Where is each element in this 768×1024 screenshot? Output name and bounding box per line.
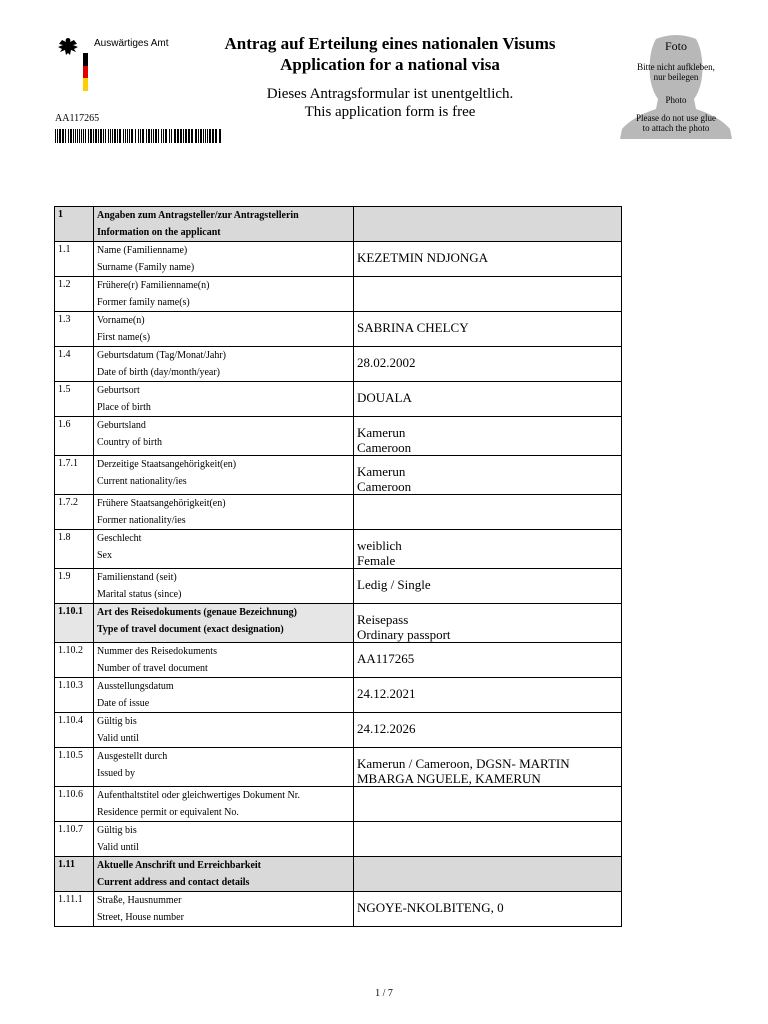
field-value-line-1: SABRINA CHELCY bbox=[357, 320, 469, 335]
field-label-german: Frühere Staatsangehörigkeit(en) bbox=[97, 498, 226, 509]
form-row bbox=[55, 748, 622, 787]
applicant-info-table bbox=[54, 206, 622, 927]
photo-note-german-2: nur beilegen bbox=[653, 72, 699, 82]
field-label-english: Surname (Family name) bbox=[97, 262, 195, 273]
field-label bbox=[94, 417, 354, 456]
field-label-german: Gültig bis bbox=[97, 825, 137, 836]
field-label-english: Number of travel document bbox=[97, 663, 208, 674]
field-value bbox=[354, 604, 622, 643]
field-value bbox=[354, 495, 622, 530]
photo-note-english-1: Please do not use glue bbox=[636, 113, 716, 123]
authority-logo bbox=[56, 36, 196, 96]
field-label-english: Place of birth bbox=[97, 402, 151, 413]
photo-label-german: Foto bbox=[664, 39, 687, 53]
field-value bbox=[354, 892, 622, 927]
field-value-line-1: 28.02.2002 bbox=[357, 355, 416, 370]
field-number: 1.5 bbox=[55, 382, 94, 417]
field-label-english: Sex bbox=[97, 550, 112, 561]
field-value-line-1: Reisepass bbox=[357, 612, 409, 627]
field-label-english: Residence permit or equivalent No. bbox=[97, 807, 239, 818]
field-value bbox=[354, 822, 622, 857]
field-label bbox=[94, 312, 354, 347]
field-label-english: Street, House number bbox=[97, 912, 184, 923]
field-label-english: Date of issue bbox=[97, 698, 150, 709]
field-number: 1.10.4 bbox=[55, 713, 94, 748]
form-row bbox=[55, 495, 622, 530]
photo-note-english-2: to attach the photo bbox=[642, 123, 710, 133]
field-value-line-2: Female bbox=[357, 553, 396, 568]
field-value bbox=[354, 678, 622, 713]
form-row bbox=[55, 456, 622, 495]
form-row bbox=[55, 242, 622, 277]
form-row bbox=[55, 643, 622, 678]
field-label-german: Name (Familienname) bbox=[97, 245, 188, 256]
field-label bbox=[94, 748, 354, 787]
field-label-english: Date of birth (day/month/year) bbox=[97, 367, 221, 378]
field-label-german: Nummer des Reisedokuments bbox=[97, 646, 217, 657]
field-label-english: Valid until bbox=[97, 733, 139, 744]
field-label-english: Issued by bbox=[97, 768, 136, 779]
field-value-line-1: Kamerun / Cameroon, DGSN- MARTIN bbox=[357, 756, 570, 771]
field-label bbox=[94, 822, 354, 857]
form-row bbox=[55, 604, 622, 643]
federal-eagle-icon bbox=[56, 36, 80, 58]
field-label-english: Information on the applicant bbox=[97, 227, 221, 238]
document-number: AA117265 bbox=[55, 113, 100, 124]
field-value bbox=[354, 312, 622, 347]
field-label-german: Art des Reisedokuments (genaue Bezeichnung) bbox=[97, 607, 297, 618]
form-title bbox=[190, 33, 590, 121]
field-label-german: Aktuelle Anschrift und Erreichbarkeit bbox=[97, 860, 261, 871]
authority-name: Auswärtiges Amt bbox=[94, 38, 169, 49]
field-label-english: Former nationality/ies bbox=[97, 515, 186, 526]
field-label bbox=[94, 569, 354, 604]
field-value-line-1: 24.12.2026 bbox=[357, 721, 416, 736]
field-label-english: Former family name(s) bbox=[97, 297, 190, 308]
field-label-german: Frühere(r) Familienname(n) bbox=[97, 280, 210, 291]
field-label-german: Angaben zum Antragsteller/zur Antragstellerin bbox=[97, 210, 299, 221]
photo-placeholder bbox=[620, 33, 732, 139]
form-row bbox=[55, 277, 622, 312]
barcode-icon bbox=[55, 129, 223, 143]
field-number: 1.9 bbox=[55, 569, 94, 604]
field-value-line-2: MBARGA NGUELE, KAMERUN bbox=[357, 771, 541, 786]
field-label bbox=[94, 713, 354, 748]
field-number: 1.3 bbox=[55, 312, 94, 347]
field-value-line-2: Cameroon bbox=[357, 440, 412, 455]
field-number: 1.2 bbox=[55, 277, 94, 312]
field-value bbox=[354, 713, 622, 748]
field-label-german: Geschlecht bbox=[97, 533, 142, 544]
field-number: 1.10.3 bbox=[55, 678, 94, 713]
field-label-german: Geburtsland bbox=[97, 420, 146, 431]
page-number: 1 / 7 bbox=[375, 988, 393, 999]
free-notice-german: Dieses Antragsformular ist unentgeltlich. bbox=[266, 86, 514, 102]
field-label bbox=[94, 382, 354, 417]
form-row bbox=[55, 678, 622, 713]
field-value-line-1: 24.12.2021 bbox=[357, 686, 416, 701]
field-label-german: Geburtsort bbox=[97, 385, 140, 396]
field-label-german: Ausstellungsdatum bbox=[97, 681, 174, 692]
section-header-row bbox=[55, 207, 622, 242]
field-label bbox=[94, 604, 354, 643]
field-value-line-2: Cameroon bbox=[357, 479, 412, 494]
field-value bbox=[354, 748, 622, 787]
field-value-line-1: Ledig / Single bbox=[357, 577, 431, 592]
free-notice-english: This application form is free bbox=[304, 104, 476, 120]
field-label-german: Gültig bis bbox=[97, 716, 137, 727]
title-english: Application for a national visa bbox=[280, 55, 500, 74]
field-label-english: Type of travel document (exact designation) bbox=[97, 624, 284, 635]
field-value bbox=[354, 382, 622, 417]
field-value bbox=[354, 417, 622, 456]
form-row bbox=[55, 530, 622, 569]
field-number: 1.4 bbox=[55, 347, 94, 382]
field-number: 1.7.1 bbox=[55, 456, 94, 495]
field-value-line-1: weiblich bbox=[357, 538, 402, 553]
field-value-line-1: KEZETMIN NDJONGA bbox=[357, 250, 489, 265]
field-value-line-1: Kamerun bbox=[357, 425, 406, 440]
field-label bbox=[94, 678, 354, 713]
field-value bbox=[354, 569, 622, 604]
field-label bbox=[94, 277, 354, 312]
field-value bbox=[354, 347, 622, 382]
field-label bbox=[94, 207, 354, 242]
field-value bbox=[354, 242, 622, 277]
field-value-line-2: Ordinary passport bbox=[357, 627, 451, 642]
field-label-german: Derzeitige Staatsangehörigkeit(en) bbox=[97, 459, 237, 470]
field-label bbox=[94, 347, 354, 382]
field-value-line-1: Kamerun bbox=[357, 464, 406, 479]
form-row bbox=[55, 787, 622, 822]
field-label-english: Current nationality/ies bbox=[97, 476, 187, 487]
field-label-german: Aufenthaltstitel oder gleichwertiges Dokument Nr. bbox=[97, 790, 301, 801]
form-row bbox=[55, 713, 622, 748]
title-german: Antrag auf Erteilung eines nationalen Visums bbox=[224, 34, 556, 53]
field-label bbox=[94, 643, 354, 678]
field-number: 1.10.6 bbox=[55, 787, 94, 822]
photo-note-german-1: Bitte nicht aufkleben, bbox=[637, 62, 715, 72]
field-label bbox=[94, 857, 354, 892]
field-value bbox=[354, 277, 622, 312]
field-label-english: First name(s) bbox=[97, 332, 151, 343]
form-row bbox=[55, 312, 622, 347]
field-value bbox=[354, 787, 622, 822]
form-row bbox=[55, 569, 622, 604]
german-flag-stripe bbox=[83, 53, 88, 91]
section-header-row bbox=[55, 857, 622, 892]
field-number: 1.7.2 bbox=[55, 495, 94, 530]
field-number: 1.11.1 bbox=[55, 892, 94, 927]
field-value bbox=[354, 857, 622, 892]
field-number: 1.10.1 bbox=[55, 604, 94, 643]
field-label-german: Vorname(n) bbox=[97, 315, 145, 326]
field-label-english: Valid until bbox=[97, 842, 139, 853]
form-row bbox=[55, 892, 622, 927]
field-value-line-1: AA117265 bbox=[357, 651, 415, 666]
field-label bbox=[94, 892, 354, 927]
field-label bbox=[94, 495, 354, 530]
field-label bbox=[94, 456, 354, 495]
field-label-german: Ausgestellt durch bbox=[97, 751, 168, 762]
field-value bbox=[354, 207, 622, 242]
field-value-line-1: NGOYE-NKOLBITENG, 0 bbox=[357, 900, 504, 915]
field-label-german: Geburtsdatum (Tag/Monat/Jahr) bbox=[97, 350, 226, 361]
field-label-german: Familienstand (seit) bbox=[97, 572, 177, 583]
field-label bbox=[94, 530, 354, 569]
field-label bbox=[94, 787, 354, 822]
field-number: 1.10.7 bbox=[55, 822, 94, 857]
field-number: 1 bbox=[55, 207, 94, 242]
field-number: 1.1 bbox=[55, 242, 94, 277]
field-label bbox=[94, 242, 354, 277]
field-label-german: Straße, Hausnummer bbox=[97, 895, 182, 906]
form-row bbox=[55, 822, 622, 857]
field-number: 1.10.2 bbox=[55, 643, 94, 678]
form-row bbox=[55, 417, 622, 456]
field-number: 1.8 bbox=[55, 530, 94, 569]
field-value-line-1: DOUALA bbox=[357, 390, 412, 405]
field-value bbox=[354, 643, 622, 678]
field-number: 1.11 bbox=[55, 857, 94, 892]
form-row bbox=[55, 347, 622, 382]
field-number: 1.6 bbox=[55, 417, 94, 456]
field-label-english: Marital status (since) bbox=[97, 589, 182, 600]
form-row bbox=[55, 382, 622, 417]
field-label-english: Country of birth bbox=[97, 437, 162, 448]
field-number: 1.10.5 bbox=[55, 748, 94, 787]
field-value bbox=[354, 530, 622, 569]
field-value bbox=[354, 456, 622, 495]
photo-label-english: Photo bbox=[665, 95, 687, 105]
field-label-english: Current address and contact details bbox=[97, 877, 250, 888]
